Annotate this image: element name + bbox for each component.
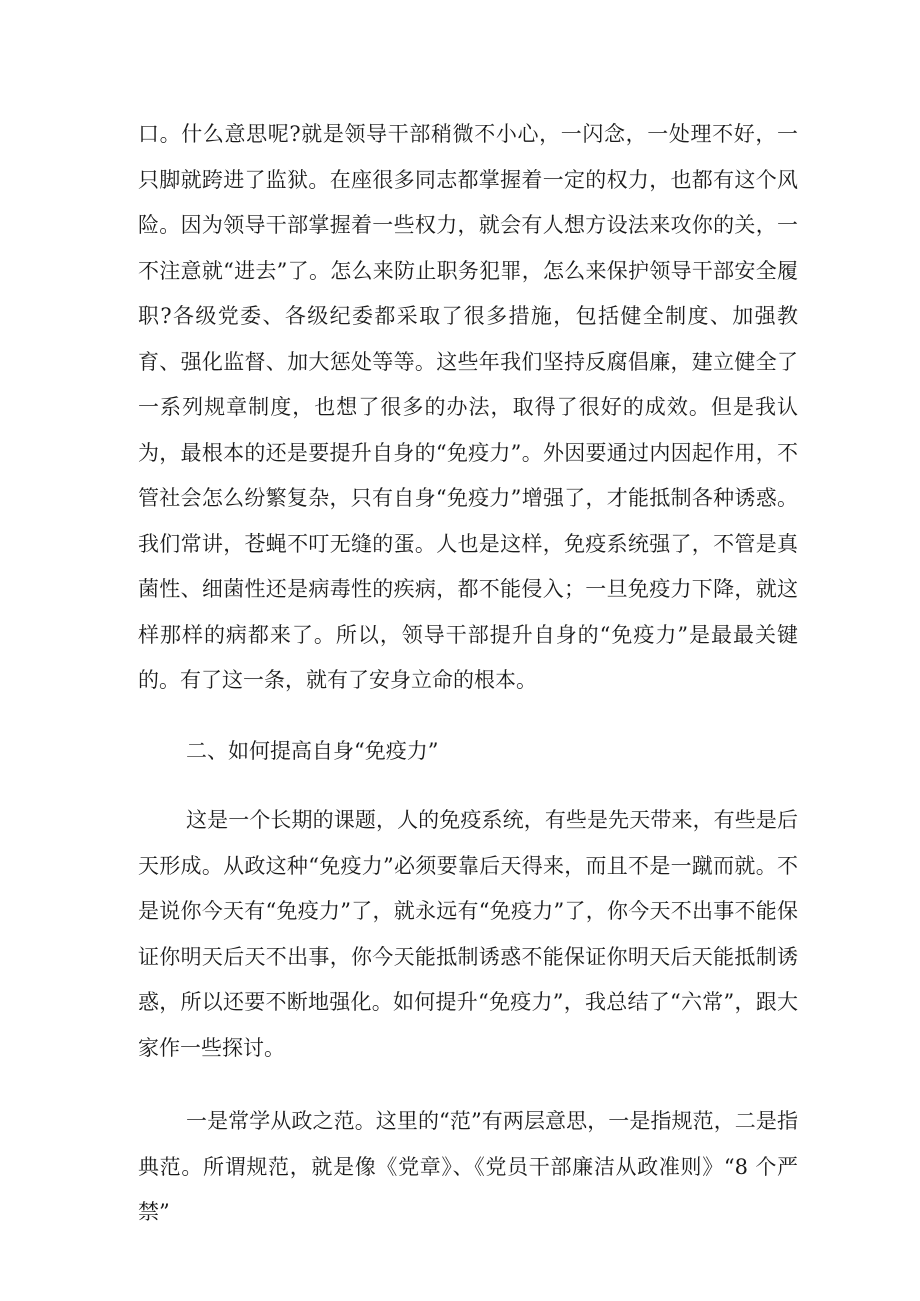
section-heading: 二、如何提高自身“免疫力” bbox=[186, 738, 439, 763]
document-body bbox=[138, 112, 798, 1236]
body-paragraph: 一是常学从政之范。这里的“范”有两层意思，一是指规范，二是指典范。所谓规范，就是像《党章》、《党员干部廉洁从政准则》“8 个严禁” bbox=[138, 1109, 798, 1224]
body-paragraph: 这是一个长期的课题，人的免疫系统，有些是先天带来，有些是后天形成。从政这种“免疫力”必须要靠后天得来，而且不是一蹴而就。不是说你今天有“免疫力”了，就永远有“免疫力”了，你今天不出事不能保证你明天后天不出事，你今天能抵制诱惑不能保证你明天后天能抵制诱惑，所以还要不断地强化。如何提升“免疫力”，我总结了“六常”，跟大家作一些探讨。 bbox=[138, 808, 798, 1060]
body-paragraph: 口。什么意思呢?就是领导干部稍微不小心，一闪念，一处理不好，一只脚就跨进了监狱。在座很多同志都掌握着一定的权力，也都有这个风险。因为领导干部掌握着一些权力，就会有人想方设法来攻你的关，一不注意就“进去”了。怎么来防止职务犯罪，怎么来保护领导干部安全履职?各级党委、各级纪委都采取了很多措施，包括健全制度、加强教育、强化监督、加大惩处等等。这些年我们坚持反腐倡廉，建立健全了一系列规章制度，也想了很多的办法，取得了很好的成效。但是我认为，最根本的还是要提升自身的“免疫力”。外因要通过内因起作用，不管社会怎么纷繁复杂，只有自身“免疫力”增强了，才能抵制各种诱惑。我们常讲，苍蝇不叮无缝的蛋。人也是这样，免疫系统强了，不管是真菌性、细菌性还是病毒性的疾病，都不能侵入；一旦免疫力下降，就这样那样的病都来了。所以，领导干部提升自身的“免疫力”是最最关键的。有了这一条，就有了安身立命的根本。 bbox=[138, 122, 798, 692]
